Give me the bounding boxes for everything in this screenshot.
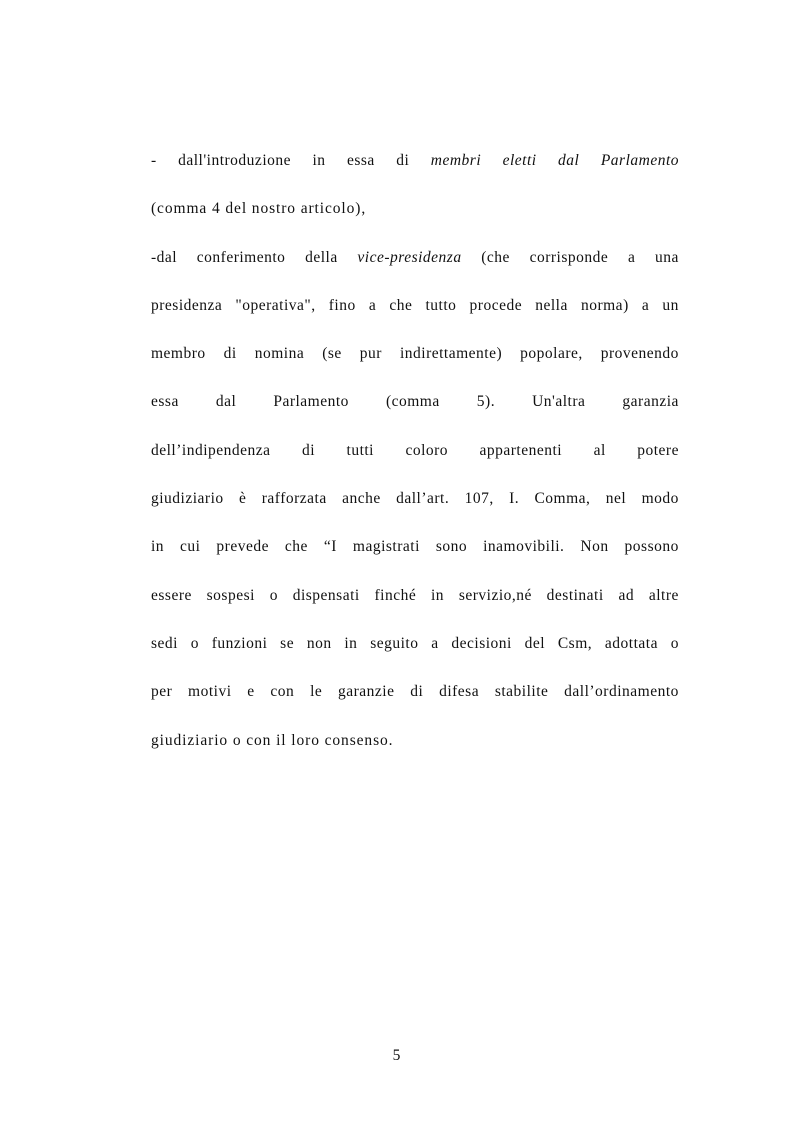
text-line	[151, 437, 679, 485]
word: un	[662, 296, 679, 314]
text-line	[151, 340, 679, 388]
word: che	[284, 538, 308, 556]
word: (comma	[385, 393, 440, 411]
word: seguito	[370, 634, 419, 652]
word: essa	[151, 393, 179, 411]
word: appartenenti	[479, 441, 563, 459]
word: servizio,né	[458, 586, 532, 604]
word: o	[269, 586, 278, 604]
word: Comma,	[534, 490, 591, 508]
word: dall'introduzione	[178, 152, 292, 169]
word: di	[302, 441, 316, 459]
word: procede	[469, 296, 523, 314]
page-number: 5	[392, 1047, 401, 1064]
word: a	[627, 248, 636, 266]
word: Non	[580, 538, 609, 556]
word: cui	[180, 538, 201, 556]
word: (se	[322, 345, 342, 363]
word: destinati	[546, 586, 604, 604]
word: popolare,	[520, 345, 583, 363]
word: essere	[151, 586, 192, 604]
word: decisioni	[451, 634, 512, 652]
word: dispensati	[292, 586, 360, 604]
word: del	[524, 634, 546, 652]
word: garanzie	[338, 683, 395, 701]
text-line	[151, 485, 679, 533]
word: che	[389, 296, 413, 314]
text-line	[151, 582, 679, 630]
word: dall’art.	[396, 490, 450, 508]
word: coloro	[405, 441, 449, 459]
word: motivi	[188, 683, 232, 701]
word: prevede	[216, 538, 269, 556]
word: una	[655, 248, 679, 266]
word: indirettamente)	[399, 345, 503, 363]
word: di	[410, 683, 424, 701]
word: dell’indipendenza	[151, 441, 271, 459]
text-line	[151, 388, 679, 436]
word: presidenza	[151, 296, 223, 314]
word: sono	[435, 538, 468, 556]
word: dal	[558, 152, 580, 169]
word: di	[396, 152, 410, 169]
word: Un'altra	[532, 393, 586, 411]
word: stabilite	[494, 683, 549, 701]
word: fino	[328, 296, 356, 314]
word: tutti	[346, 441, 374, 459]
text-line	[151, 292, 679, 340]
word: -	[151, 152, 157, 169]
word: potere	[637, 441, 679, 459]
word: eletti	[502, 152, 537, 169]
word: o	[670, 634, 679, 652]
word: giudiziario	[151, 490, 224, 508]
word: ad	[618, 586, 635, 604]
word: in	[344, 634, 358, 652]
word: possono	[624, 538, 679, 556]
word: inamovibili.	[483, 538, 565, 556]
word: in	[430, 586, 445, 604]
word: le	[310, 683, 323, 701]
word: essa	[346, 152, 375, 169]
word: 107,	[464, 490, 494, 508]
word: norma)	[580, 296, 629, 314]
word: Parlamento	[273, 393, 349, 411]
word: in	[151, 538, 165, 556]
word: nella	[535, 296, 568, 314]
word: modo	[641, 490, 679, 508]
word: Csm,	[557, 634, 593, 652]
word: garanzia	[622, 393, 679, 411]
word: dall’ordinamento	[564, 683, 679, 701]
word: per	[151, 683, 173, 701]
word: (che	[481, 248, 510, 266]
word: sedi	[151, 634, 178, 652]
word: sospesi	[206, 586, 255, 604]
text-line	[151, 678, 679, 726]
text-line	[151, 630, 679, 678]
word: Parlamento	[600, 152, 679, 169]
word: I.	[509, 490, 520, 508]
word: adottata	[604, 634, 658, 652]
word: nel	[605, 490, 627, 508]
word: e	[247, 683, 255, 701]
word: a	[368, 296, 377, 314]
word: 5).	[476, 393, 496, 411]
text-line	[151, 147, 679, 195]
word: a	[641, 296, 650, 314]
word: membro	[151, 345, 206, 363]
word: “I	[323, 538, 337, 556]
word: è	[239, 490, 247, 508]
word: della	[305, 248, 338, 266]
word: magistrati	[352, 538, 420, 556]
word: finché	[374, 586, 417, 604]
word: nomina	[254, 345, 305, 363]
word: in	[312, 152, 326, 169]
text-line	[151, 533, 679, 581]
word: "operativa",	[235, 296, 316, 314]
word: difesa	[439, 683, 480, 701]
word: conferimento	[196, 248, 286, 266]
text-line: giudiziario o con il loro consenso.	[151, 731, 394, 749]
word: -dal	[151, 248, 178, 266]
word: non	[306, 634, 332, 652]
word: funzioni	[211, 634, 268, 652]
word: pur	[359, 345, 382, 363]
word: provenendo	[600, 345, 679, 363]
word: membri	[430, 152, 482, 169]
word: dal	[215, 393, 237, 411]
word: se	[280, 634, 295, 652]
word: di	[223, 345, 237, 363]
word: vice-presidenza	[357, 248, 462, 266]
body-text	[151, 147, 679, 775]
word: corrisponde	[529, 248, 609, 266]
word: anche	[342, 490, 381, 508]
word: a	[431, 634, 439, 652]
word: rafforzata	[261, 490, 327, 508]
word: con	[270, 683, 295, 701]
word: tutto	[425, 296, 457, 314]
text-line: (comma 4 del nostro articolo),	[151, 200, 367, 218]
word: o	[190, 634, 199, 652]
word: al	[593, 441, 606, 459]
word: altre	[648, 586, 679, 604]
text-line	[151, 244, 679, 292]
